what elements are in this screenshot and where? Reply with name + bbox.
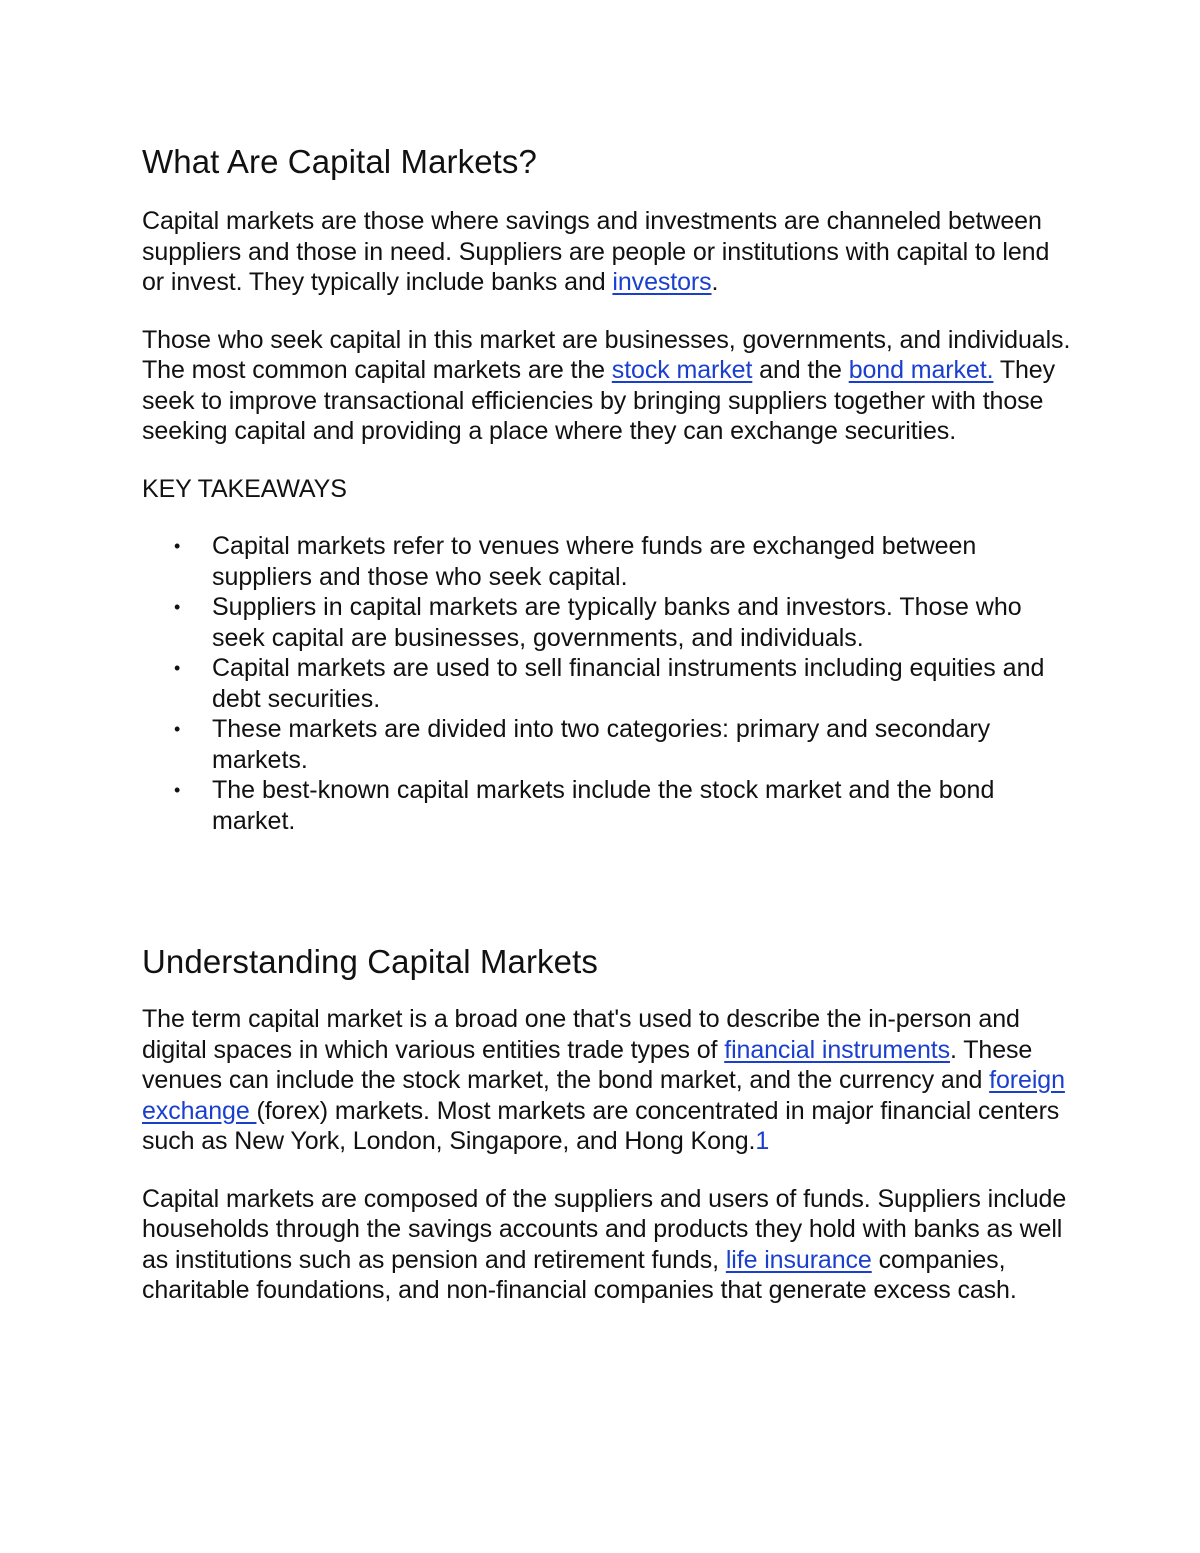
document-page xyxy=(142,140,1072,1306)
paragraph-text: and the xyxy=(752,356,849,384)
key-takeaways-list xyxy=(142,531,1072,836)
list-item xyxy=(142,592,1072,653)
link-life-insurance[interactable]: life insurance xyxy=(725,1245,872,1274)
paragraph-text: Capital markets are those where savings and investments are channeled between suppliers and those in need. Suppliers are people or institutions with capital to lend or invest. They typically include banks and xyxy=(142,207,1050,296)
list-item-text: The best-known capital markets include the stock market and the bond market. xyxy=(212,776,995,835)
section-heading-what-are-capital-markets: What Are Capital Markets? xyxy=(142,143,537,180)
list-item-text: Capital markets are used to sell financial instruments including equities and debt securities. xyxy=(212,654,1045,713)
paragraph-suppliers-and-users xyxy=(142,1184,1072,1306)
link-foreign-exchange[interactable]: foreign exchange xyxy=(142,1066,1065,1125)
link-financial-instruments[interactable]: financial instruments xyxy=(724,1035,950,1064)
bullet-icon: • xyxy=(174,658,181,678)
paragraph-text: The term capital market is a broad one that's used to describe the in-person and digital spaces in which various entities trade types of xyxy=(142,1005,1020,1064)
paragraph-text: . xyxy=(711,268,719,296)
paragraph-text: Capital markets are composed of the suppliers and users of funds. Suppliers include households through the savings accounts and products they hold with banks as well as institutions such as pension and retirement funds, xyxy=(142,1184,1067,1274)
footnote-reference[interactable]: 1 xyxy=(755,1127,770,1155)
paragraph-text: companies, charitable foundations, and non-financial companies that generate excess cash. xyxy=(142,1245,1017,1304)
list-item xyxy=(142,775,1072,836)
paragraph-text: (forex) markets. Most markets are concentrated in major financial centers such as New York, London, Singapore, and Hong Kong. xyxy=(142,1096,1060,1155)
paragraph-text: . These venues can include the stock market, the bond market, and the currency and xyxy=(142,1035,1033,1094)
paragraph-capital-market-term xyxy=(142,1004,1072,1157)
list-item-text: These markets are divided into two categories: primary and secondary markets. xyxy=(212,715,991,774)
bullet-icon: • xyxy=(174,597,181,617)
paragraph-capital-markets-definition xyxy=(142,206,1072,298)
paragraph-text: Those who seek capital in this market are businesses, governments, and individuals. The most common capital markets are the xyxy=(142,325,1071,384)
bullet-icon: • xyxy=(174,719,181,739)
link-stock-market[interactable]: stock market xyxy=(611,356,753,384)
list-item xyxy=(142,714,1072,775)
bullet-icon: • xyxy=(174,536,181,556)
paragraph-text: They seek to improve transactional efficiencies by bringing suppliers together with those seeking capital and providing a place where they can exchange securities. xyxy=(142,356,1055,445)
list-item-text: Suppliers in capital markets are typically banks and investors. Those who seek capital are businesses, governments, and individuals. xyxy=(212,593,1022,652)
link-investors[interactable]: investors xyxy=(612,268,712,296)
key-takeaways-label: KEY TAKEAWAYS xyxy=(142,474,347,503)
section-heading-understanding-capital-markets: Understanding Capital Markets xyxy=(142,943,598,980)
list-item xyxy=(142,653,1072,714)
list-item xyxy=(142,531,1072,592)
list-item-text: Capital markets refer to venues where funds are exchanged between suppliers and those who seek capital. xyxy=(212,532,977,591)
paragraph-capital-seekers xyxy=(142,325,1072,447)
link-bond-market[interactable]: bond market. xyxy=(848,356,994,384)
bullet-icon: • xyxy=(174,780,181,800)
